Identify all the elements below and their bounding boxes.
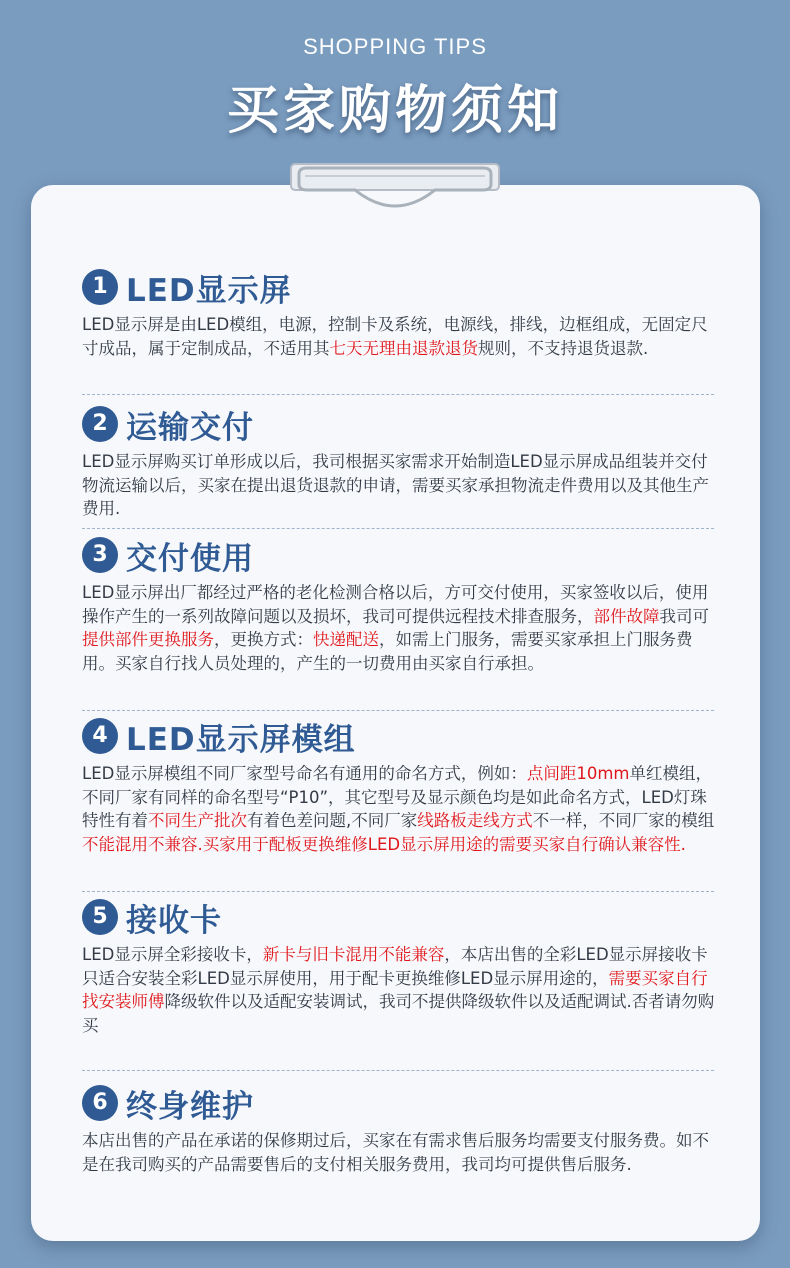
body-text: ，如需上门服务，需要买家承担上门服务费用。买家自行找人员处理的，产生的一切费用由买家自行承担。 [82, 630, 693, 673]
body-text: 降级软件以及适配安装调试，我司不提供降级软件以及适配调试.否者请勿购买 [82, 992, 715, 1035]
section-number: 6 [82, 1085, 118, 1121]
body-text: 不一样，不同厂家的模组 [532, 811, 715, 830]
highlight-text: 线路板走线方式 [417, 811, 533, 830]
section-body [82, 450, 722, 521]
body-text: LED显示屏模组不同厂家型号命名有通用的命名方式，例如： [82, 764, 527, 783]
body-text: ，本店出售的全彩LED显示屏接收卡只适合安装全彩LED显示屏使用，用于配卡更换维修LED显示屏用途的， [82, 945, 708, 988]
body-text: LED显示屏出厂都经过严格的老化检测合格以后，方可交付使用，买家签收以后，使用操作产生的一系列故障问题以及损坏，我司可提供远程技术排查服务， [82, 583, 709, 626]
section-4 [82, 714, 722, 856]
section-6 [82, 1081, 722, 1176]
section-number: 4 [82, 718, 118, 754]
body-text: LED显示屏购买订单形成以后，我司根据买家需求开始制造LED显示屏成品组装并交付物流运输以后，买家在提出退货退款的申请，需要买家承担物流走件费用以及其他生产费用. [82, 452, 709, 518]
section-title: 终身维护 [126, 1088, 254, 1125]
section-title: LED显示屏 [126, 272, 292, 309]
divider [82, 1070, 714, 1071]
section-number: 1 [82, 269, 118, 305]
section-number: 2 [82, 406, 118, 442]
section-3 [82, 533, 722, 675]
highlight-text: 不同生产批次 [148, 811, 247, 830]
body-text: 我司可 [659, 606, 709, 626]
section-body [82, 762, 722, 856]
divider [82, 394, 714, 395]
body-text: ，更换方式： [214, 630, 313, 649]
section-title: LED显示屏模组 [126, 721, 356, 758]
highlight-text: 七天无理由退款退货 [329, 338, 478, 358]
body-text: 单红模组，不同厂家有同样的命名型号“P10”，其它型号及显示颜色均是如此命名方式，LED灯珠特性有着 [82, 764, 712, 830]
section-title: 接收卡 [126, 902, 222, 939]
section-5 [82, 895, 722, 1037]
section-number: 3 [82, 537, 118, 573]
highlight-text: 提供部件更换服务 [82, 630, 214, 649]
body-text: LED显示屏全彩接收卡， [82, 945, 263, 964]
highlight-text: 需要买家自行找安装师傅 [82, 968, 708, 1011]
highlight-text: 快递配送 [313, 630, 379, 649]
section-title: 交付使用 [126, 540, 254, 577]
section-number: 5 [82, 899, 118, 935]
section-2 [82, 402, 722, 521]
section-body [82, 581, 722, 675]
section-title: 运输交付 [126, 409, 254, 446]
page-title: 买家购物须知 [226, 81, 563, 141]
section-body [82, 1129, 722, 1176]
body-text: 本店出售的产品在承诺的保修期过后，买家在有需求售后服务均需要支付服务费。如不是在我司购买的产品需要售后的支付相关服务费用，我司均可提供售后服务. [82, 1131, 709, 1174]
divider [82, 710, 714, 711]
body-text: LED显示屏是由LED模组，电源，控制卡及系统，电源线，排线，边框组成，无固定尺寸成品，属于定制成品，不适用其 [82, 315, 708, 358]
body-text: 有着色差问题,不同厂家 [247, 811, 418, 830]
clipboard-clip-icon [285, 160, 505, 212]
divider [82, 891, 714, 892]
highlight-text: 新卡与旧卡混用不能兼容 [262, 945, 445, 964]
section-body [82, 943, 722, 1037]
body-text: 规则，不支持退货退款. [478, 338, 649, 358]
divider [82, 528, 714, 529]
highlight-text: 不能混用不兼容.买家用于配板更换维修LED显示屏用途的需要买家自行确认兼容性. [82, 834, 686, 854]
section-1 [82, 265, 722, 360]
highlight-text: 点间距10mm [526, 764, 630, 783]
page-subtitle: SHOPPING TIPS [303, 34, 487, 59]
section-body [82, 313, 722, 360]
highlight-text: 部件故障 [593, 606, 660, 626]
